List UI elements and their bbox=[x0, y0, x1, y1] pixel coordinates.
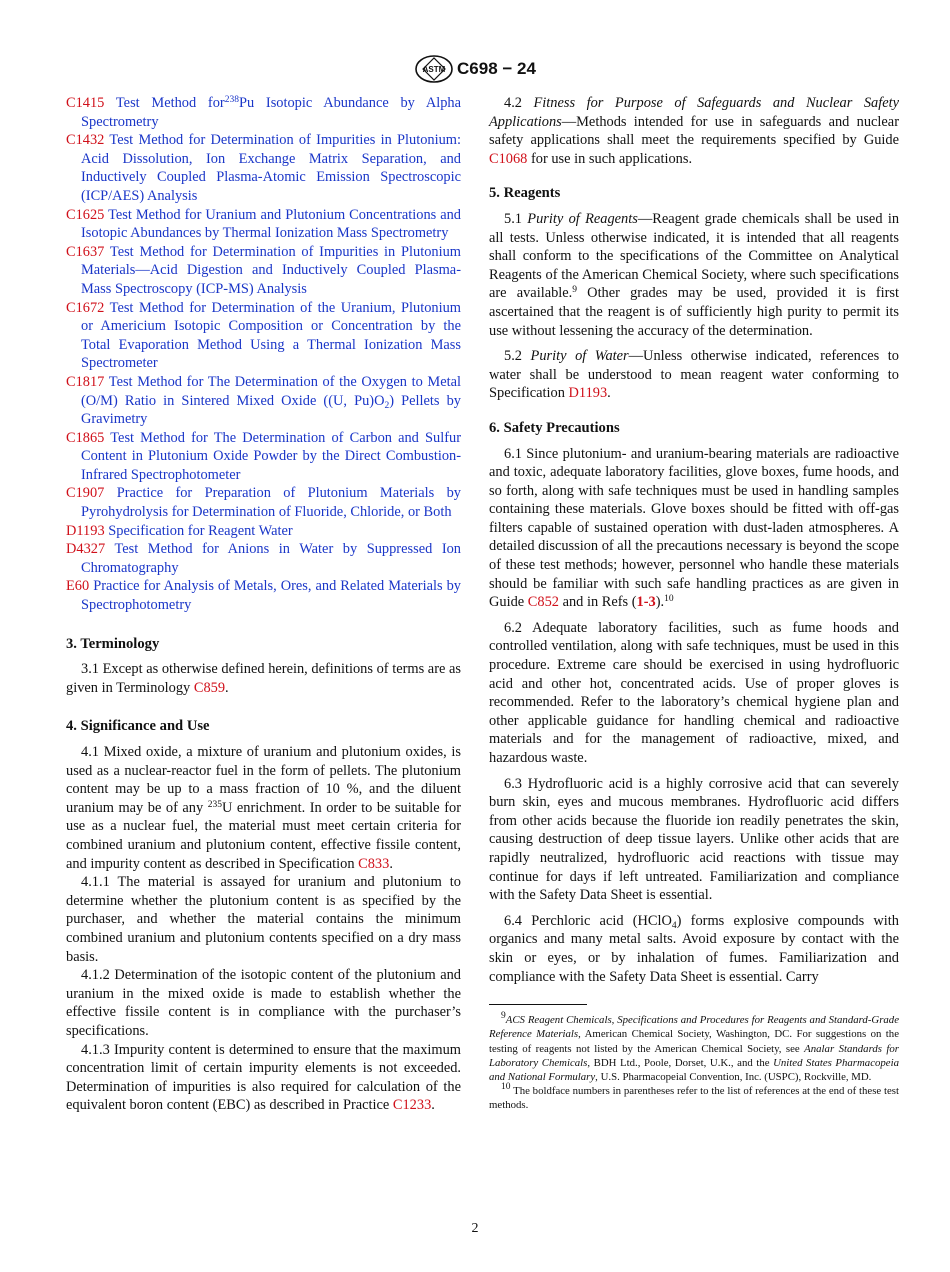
link-c859[interactable]: C859 bbox=[193, 679, 226, 696]
logo-text: ASTM bbox=[422, 65, 446, 74]
section-heading-significance: 4. Significance and Use bbox=[66, 718, 210, 735]
paragraph-6-3: 6.3 Hydrofluoric acid is a highly corrosive acid that can severely burn skin, eyes and mucous membranes. Hydrofluoric acid differs from other acids because the fluoride ion readily penetrates the skin, causing destruction of deep tissue layers. Unlike other acids that are rapidly neutralized, hydrofluoric acid reactions with tissue may continue for days if left untreated. Familiarization and compliance with the Safety Data Sheet is essential. bbox=[489, 775, 899, 904]
link-c1068[interactable]: C1068 bbox=[489, 150, 528, 167]
link-c1233[interactable]: C1233 bbox=[392, 1097, 432, 1114]
reference-d1193[interactable]: D1193 Specification for Reagent Water bbox=[66, 522, 293, 539]
reference-c1907[interactable]: C1907 Practice for Preparation of Plutonium Materials by Pyrohydrolysis for Determination of Fluoride, Chloride, or Both bbox=[66, 485, 461, 521]
section-heading-terminology: 3. Terminology bbox=[66, 635, 160, 652]
reference-e60[interactable]: E60 Practice for Analysis of Metals, Ores, and Related Materials by Spectrophotometry bbox=[66, 578, 461, 614]
paragraph-5-1: 5.1 Purity of Reagents—Reagent grade chemicals shall be used in all tests. Unless otherwise indicated, it is intended that all reagents shall conform to the specifications of the Committee on Analytical Reagents of the American Chemical Society, where such specifications are available.$^9$ Other grades may be used, provided it is first ascertained that the reagent is of sufficiently high purity to permit its use without lessening the accuracy of the determination. bbox=[489, 210, 900, 339]
footnote-9: $^9$ACS Reagent Chemicals, Specifications and Procedures for Reagents and Standard-Grade Reference Materials, American Chemical Society, Washington, DC. For suggestions on the testing of reagents not listed by the American Chemical Society, see Analar Standards for Laboratory Chemicals, BDH Ltd., Poole, Dorset, U.K., and the United States Pharmacopeia and National Formulary, U.S. Pharmacopeial Convention, Inc. (USPC), Rockville, MD. bbox=[489, 1011, 899, 1083]
right-column bbox=[489, 94, 899, 1113]
paragraph-5-2: 5.2 Purity of Water—Unless otherwise indicated, references to water shall be understood to mean reagent water conforming to Specification D1193. bbox=[489, 348, 899, 402]
document-designation: C698 − 24 bbox=[457, 58, 536, 78]
paragraph-3-1: 3.1 Except as otherwise defined herein, definitions of terms are as given in Terminology C859. bbox=[66, 661, 461, 696]
link-c852[interactable]: C852 bbox=[527, 594, 559, 611]
section-heading-reagents: 5. Reagents bbox=[489, 185, 561, 202]
link-refs-1-3[interactable]: 1-3 bbox=[636, 594, 656, 611]
link-d1193[interactable]: D1193 bbox=[568, 385, 608, 402]
reference-c1672[interactable]: C1672 Test Method for Determination of the Uranium, Plutonium or Americium Isotopic Composition or Concentration by the Total Evaporation Method Using a Thermal Ionization Mass Spectrometer bbox=[66, 299, 461, 372]
paragraph-4-1-1: 4.1.1 The material is assayed for uranium and plutonium to determine whether the plutonium content is as specified by the purchaser, and whether the material contains the minimum combined uranium and plutonium contents specified on a dry mass basis. bbox=[66, 874, 461, 965]
section-heading-safety: 6. Safety Precautions bbox=[489, 419, 620, 436]
paragraph-4-1: 4.1 Mixed oxide, a mixture of uranium and plutonium oxides, is used as a nuclear-reactor fuel in the form of pellets. The plutonium content may be up to a mass fraction of 10 %, and the diluent uranium may be of any $^{235}$U enrichment. In order to be suitable for use as a nuclear fuel, the material must meet certain criteria for combined uranium and plutonium content, effective fissile content, and impurity content as described in Specification C833. bbox=[66, 744, 461, 872]
reference-c1625[interactable]: C1625 Test Method for Uranium and Plutonium Concentrations and Isotopic Abundances by Thermal Ionization Mass Spectrometry bbox=[66, 206, 462, 242]
paragraph-4-1-2: 4.1.2 Determination of the isotopic content of the plutonium and uranium in the mixed oxide is made to establish whether the effective fissile content is in compliance with the purchaser’s specifications. bbox=[66, 967, 461, 1039]
reference-c1865[interactable]: C1865 Test Method for The Determination of Carbon and Sulfur Content in Plutonium Oxide Powder by the Direct Combustion-Infrared Spectrophotometer bbox=[66, 429, 461, 483]
reference-c1817[interactable]: C1817 Test Method for The Determination of the Oxygen to Metal (O/M) Ratio in Sintered Mixed Oxide ((U, $Pu)O_2$) Pellets by Gravimetry bbox=[66, 373, 461, 428]
page-number: 2 bbox=[471, 1221, 479, 1236]
reference-d4327[interactable]: D4327 Test Method for Anions in Water by Suppressed Ion Chromatography bbox=[66, 541, 462, 576]
reference-c1637[interactable]: C1637 Test Method for Determination of Impurities in Plutonium Materials—Acid Digestion and Inductively Coupled Plasma-Mass Spectroscopy (ICP-MS) Analysis bbox=[66, 243, 461, 297]
paragraph-4-1-3: 4.1.3 Impurity content is determined to ensure that the maximum concentration limit of certain impurity elements is not exceeded. Determination of impurities is also required for calculation of the equivalent boron content (EBC) as described in Practice C1233. bbox=[66, 1041, 461, 1114]
astm-logo-icon bbox=[414, 54, 454, 84]
paragraph-4-2: 4.2 Fitness for Purpose of Safeguards and Nuclear Safety Applications—Methods intended for use in safeguards and nuclear safety applications shall meet the requirements specified by Guide C1068 for use in such applications. bbox=[489, 95, 899, 167]
paragraph-6-4: 6.4 Perchloric acid (HClO$_4$) forms explosive compounds with organics and many metal salts. Avoid exposure by contact with the skin or eyes, or by inhalation of fumes. Familiarization and compliance with the Safety Data Sheet is essential. Carry bbox=[489, 912, 899, 985]
link-c833[interactable]: C833 bbox=[358, 855, 390, 872]
footnote-divider bbox=[489, 1004, 587, 1005]
reference-c1432[interactable]: C1432 Test Method for Determination of Impurities in Plutonium: Acid Dissolution, Ion Exchange Matrix Separation, and Inductively Coupled Plasma-Atomic Emission Spectroscopic (ICP/AES) Analysis bbox=[66, 132, 462, 204]
footnote-10: $^{10}$ The boldface numbers in parentheses refer to the list of references at the end of these test methods. bbox=[489, 1082, 899, 1112]
paragraph-6-1: 6.1 Since plutonium- and uranium-bearing materials are radioactive and toxic, adequate laboratory facilities, glove boxes, fume hoods, and so forth, along with safe techniques must be used in handling samples containing these materials. Glove boxes should be fitted with off-gas filters capable of sustained operation with dust-laden atmospheres. A detailed discussion of all the precautions necessary is beyond the scope of these test methods; however, personnel who handle these materials should be familiar with such safe handling practices as are given in Guide C852 and in Refs (1-3).$^{10}$ bbox=[489, 445, 900, 611]
left-column bbox=[66, 94, 461, 1115]
page-header bbox=[0, 54, 950, 84]
reference-c1415[interactable]: C1415 Test Method for$^{238}$Pu Isotopic Abundance by Alpha Spectrometry bbox=[66, 95, 462, 130]
paragraph-6-2: 6.2 Adequate laboratory facilities, such as fume hoods and controlled ventilation, along with safe techniques, must be used in this procedure. Extreme care should be exercised in using hydrofluoric acid and other hot, concentrated acids. Use of proper gloves is recommended. Refer to the laboratory’s chemical hygiene plan and other applicable guidance for handling chemical and radioactive materials and for the management of radioactive, mixed, and hazardous waste. bbox=[489, 619, 899, 766]
